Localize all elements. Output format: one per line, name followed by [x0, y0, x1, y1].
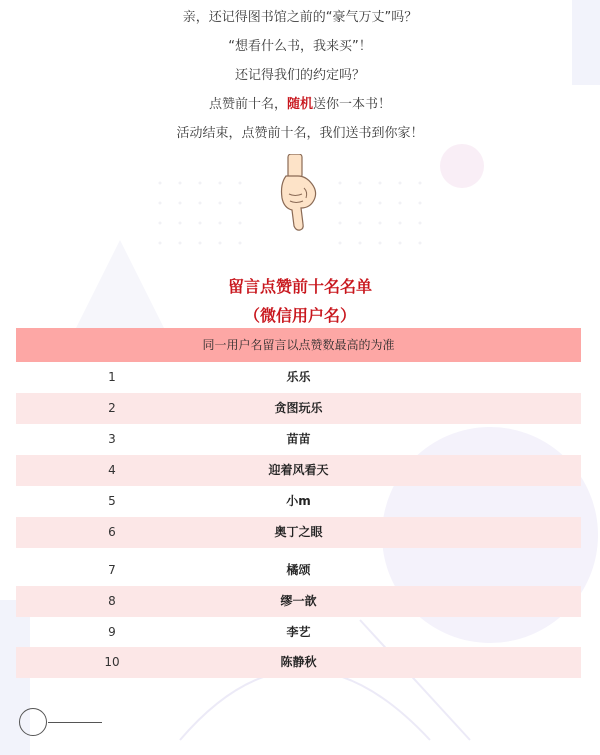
- table-row: [16, 393, 581, 424]
- rule-note-bar: 同一用户名留言以点赞数最高的为准: [16, 328, 581, 362]
- intro-text: [0, 6, 600, 151]
- rank-number: 8: [108, 594, 116, 608]
- rank-number: 10: [104, 655, 120, 669]
- winner-name: 缪一歆: [280, 594, 317, 608]
- winner-name: 乐乐: [286, 370, 311, 384]
- list-subtitle: （微信用户名）: [243, 306, 356, 325]
- rank-number: 7: [108, 563, 116, 577]
- table-row: [16, 362, 581, 393]
- divider-line: [48, 722, 102, 723]
- winner-name: 苗苗: [286, 432, 311, 446]
- table-row: [16, 424, 581, 455]
- rank-number: 3: [108, 432, 116, 446]
- table-row: [16, 647, 581, 678]
- intro-line-2: “想看什么书，我来买”！: [228, 39, 372, 54]
- rank-number: 1: [108, 370, 116, 384]
- pointing-down-hand-icon: [276, 154, 322, 232]
- winner-name: 奥丁之眼: [274, 525, 323, 539]
- rank-number: 9: [108, 625, 116, 639]
- intro-line-1: 亲，还记得图书馆之前的“豪气万丈”吗？: [182, 10, 418, 25]
- table-row: [16, 517, 581, 548]
- rank-number: 4: [108, 463, 116, 477]
- winner-name: 陈静秋: [280, 655, 317, 669]
- rank-number: 6: [108, 525, 116, 539]
- winner-name: 迎着风看天: [268, 463, 329, 477]
- intro-line-4: [0, 93, 600, 122]
- winner-name: 贪图玩乐: [274, 401, 323, 415]
- winner-name: 橘颂: [286, 563, 311, 577]
- list-title: 留言点赞前十名名单: [227, 277, 372, 296]
- table-row: [16, 617, 581, 648]
- table-row: [16, 555, 581, 586]
- rank-number: 2: [108, 401, 116, 415]
- table-row: [16, 586, 581, 617]
- intro-line-4-end: 送你一本书！: [313, 97, 392, 112]
- rank-number: 5: [108, 494, 116, 508]
- winner-name: 小m: [286, 494, 311, 508]
- intro-line-3: 还记得我们的约定吗？: [234, 68, 365, 83]
- table-row: [16, 486, 581, 517]
- intro-line-5: 活动结束，点赞前十名，我们送书到你家！: [176, 126, 424, 141]
- intro-random-emphasis: 随机: [286, 97, 313, 112]
- table-row: [16, 455, 581, 486]
- circle-decoration-icon: [19, 708, 47, 736]
- intro-line-4-start: 点赞前十名，: [208, 97, 287, 112]
- winner-name: 李艺: [286, 625, 311, 639]
